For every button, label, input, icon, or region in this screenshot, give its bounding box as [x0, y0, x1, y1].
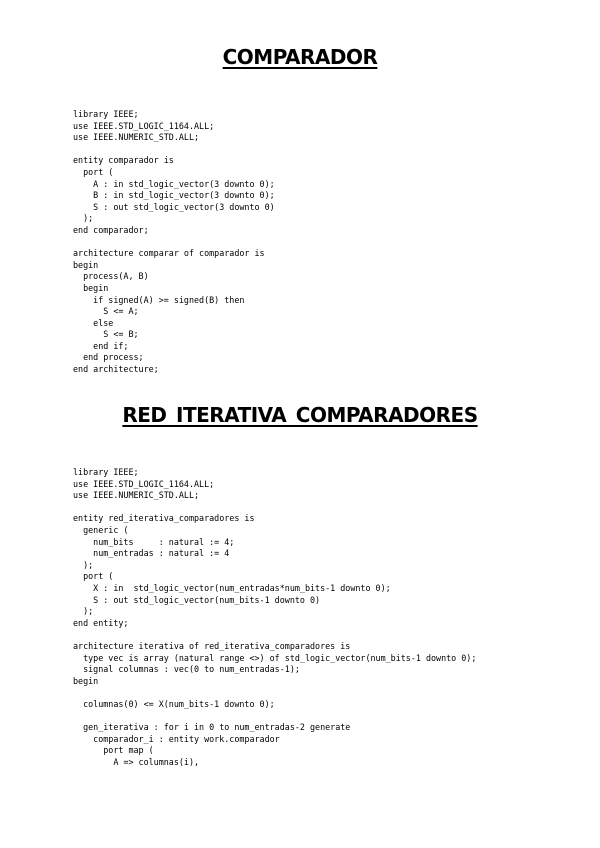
code-line: [73, 687, 476, 699]
code-line: A => columnas(i),: [73, 756, 200, 767]
code-line: use IEEE.NUMERIC_STD.ALL;: [73, 490, 200, 501]
code-line: begin: [73, 282, 109, 293]
code-line: A : in std_logic_vector(3 downto 0);: [73, 178, 275, 189]
code-line: X : in std_logic_vector(num_entradas*num_bits-1 downto 0);: [73, 582, 391, 593]
code-line: );: [73, 559, 94, 570]
code-line: );: [73, 213, 94, 224]
code-line: use IEEE.STD_LOGIC_1164.ALL;: [73, 120, 215, 131]
code-line: generic (: [73, 524, 129, 535]
code-line: signal columnas : vec(0 to num_entradas-1);: [73, 664, 300, 675]
code-line: comparador_i : entity work.comparador: [73, 733, 280, 744]
code-line: use IEEE.STD_LOGIC_1164.ALL;: [73, 478, 215, 489]
code-line: [73, 237, 275, 249]
code-line: end process;: [73, 352, 144, 363]
code-line: end comparador;: [73, 224, 149, 235]
code-line: library IEEE;: [73, 109, 139, 119]
code-line: port (: [73, 166, 114, 177]
code-line: entity comparador is: [73, 155, 174, 166]
code-line: S <= B;: [73, 329, 139, 340]
code-line: S : out std_logic_vector(3 downto 0): [73, 201, 275, 212]
code-line: port (: [73, 571, 114, 582]
code-line: [73, 502, 476, 514]
code-line: architecture comparar of comparador is: [73, 248, 265, 259]
code-line: port map (: [73, 745, 154, 756]
code-block-red-iterativa: [73, 467, 476, 768]
code-line: end architecture;: [73, 364, 159, 375]
code-line: type vec is array (natural range <>) of std_logic_vector(num_bits-1 downto 0);: [73, 652, 477, 663]
code-line: if signed(A) >= signed(B) then: [73, 294, 245, 305]
code-line: begin: [73, 675, 99, 686]
code-line: S <= A;: [73, 306, 139, 317]
code-line: );: [73, 606, 94, 617]
code-line: num_bits : natural := 4;: [73, 536, 235, 547]
code-line: S : out std_logic_vector(num_bits-1 downto 0): [73, 594, 321, 605]
code-line: [73, 144, 275, 156]
code-line: begin: [73, 259, 99, 270]
code-line: library IEEE;: [73, 467, 139, 477]
code-line: [73, 710, 476, 722]
section-title-comparador: COMPARADOR: [222, 45, 378, 69]
code-line: use IEEE.NUMERIC_STD.ALL;: [73, 132, 200, 143]
code-block-comparador: [73, 109, 275, 376]
code-line: end if;: [73, 340, 129, 351]
code-line: num_entradas : natural := 4: [73, 548, 230, 559]
code-line: else: [73, 317, 114, 328]
code-line: [73, 629, 476, 641]
code-line: process(A, B): [73, 271, 149, 282]
code-line: architecture iterativa of red_iterativa_comparadores is: [73, 640, 351, 651]
code-line: end entity;: [73, 617, 129, 628]
code-line: entity red_iterativa_comparadores is: [73, 513, 255, 524]
section-title-red-iterativa: RED_ITERATIVA_COMPARADORES: [122, 403, 478, 427]
code-line: B : in std_logic_vector(3 downto 0);: [73, 190, 275, 201]
code-line: columnas(0) <= X(num_bits-1 downto 0);: [73, 698, 275, 709]
code-line: gen_iterativa : for i in 0 to num_entradas-2 generate: [73, 722, 351, 733]
